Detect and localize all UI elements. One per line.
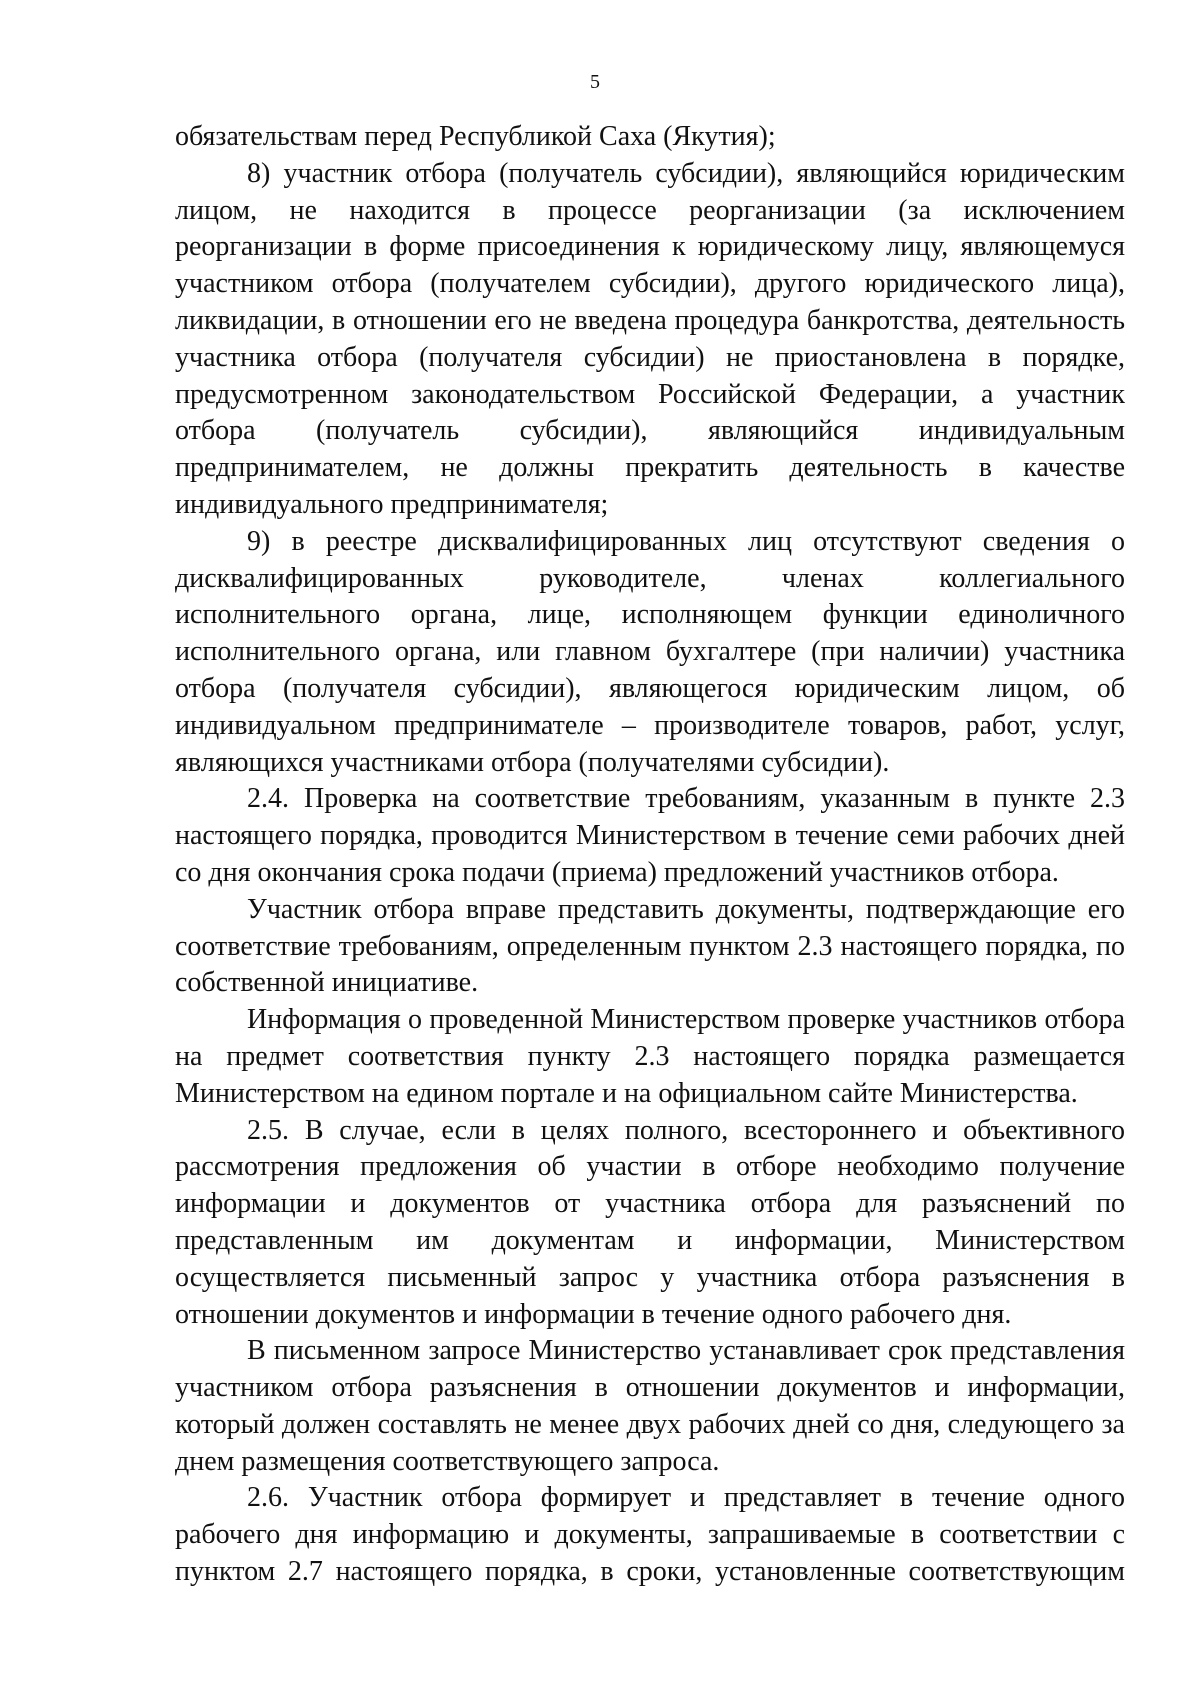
page-number: 5 <box>590 71 600 93</box>
document-body <box>175 119 1125 1591</box>
paragraph-item-8: 8) участник отбора (получатель субсидии), являющийся юридическим лицом, не находится в процессе реорганизации (за исключением реорганизации в форме присоединения к юридическому лицу, являющемуся участником отбора (получателем субсидии), другого юридического лица), ликвидации, в отношении его не введена процедура банкротства, деятельность участника отбора (получателя субсидии) не приостановлена в порядке, предусмотренном законодательством Российской Федерации, а участник отбора (получатель субсидии), являющийся индивидуальным предпринимателем, не должны прекратить деятельность в качестве индивидуального предпринимателя; <box>175 157 1125 520</box>
paragraph-2-6: 2.6. Участник отбора формирует и представляет в течение одного рабочего дня информацию и документы, запрашиваемые в соответствии с пунктом 2.7 настоящего порядка, в сроки, установленные соответствующим <box>175 1482 1125 1588</box>
paragraph-verification-info: Информация о проведенной Министерством проверке участников отбора на предмет соответствия пункту 2.3 настоящего порядка размещается Министерством на едином портале и на официальном сайте Министерства. <box>175 1004 1125 1109</box>
paragraph-item-9: 9) в реестре дисквалифицированных лиц отсутствуют сведения о дисквалифицированных руководителе, членах коллегиального исполнительного органа, лице, исполняющем функции единоличного исполнительного органа, или главном бухгалтере (при наличии) участника отбора (получателя субсидии), являющегося юридическим лицом, об индивидуальном предпринимателе – производителе товаров, работ, услуг, являющихся участниками отбора (получателями субсидии). <box>175 525 1125 778</box>
paragraph-2-4: 2.4. Проверка на соответствие требованиям, указанным в пункте 2.3 настоящего порядка, проводится Министерством в течение семи рабочих дней со дня окончания срока подачи (приема) предложений участников отбора. <box>175 783 1125 888</box>
paragraph-participant-documents: Участник отбора вправе представить документы, подтверждающие его соответствие требованиям, определенным пунктом 2.3 настоящего порядка, по собственной инициативе. <box>175 893 1125 999</box>
paragraph-continuation: обязательствам перед Республикой Саха (Якутия); <box>175 121 776 152</box>
paragraph-2-5: 2.5. В случае, если в целях полного, всестороннего и объективного рассмотрения предложения об участии в отборе необходимо получение информации и документов от участника отбора для разъяснений по представленным им документам и информации, Министерством осуществляется письменный запрос у участника отбора разъяснения в отношении документов и информации в течение одного рабочего дня. <box>175 1114 1125 1330</box>
paragraph-written-request: В письменном запросе Министерство устанавливает срок представления участником отбора разъяснения в отношении документов и информации, который должен составлять не менее двух рабочих дней со дня, следующего за днем размещения соответствующего запроса. <box>175 1335 1125 1477</box>
